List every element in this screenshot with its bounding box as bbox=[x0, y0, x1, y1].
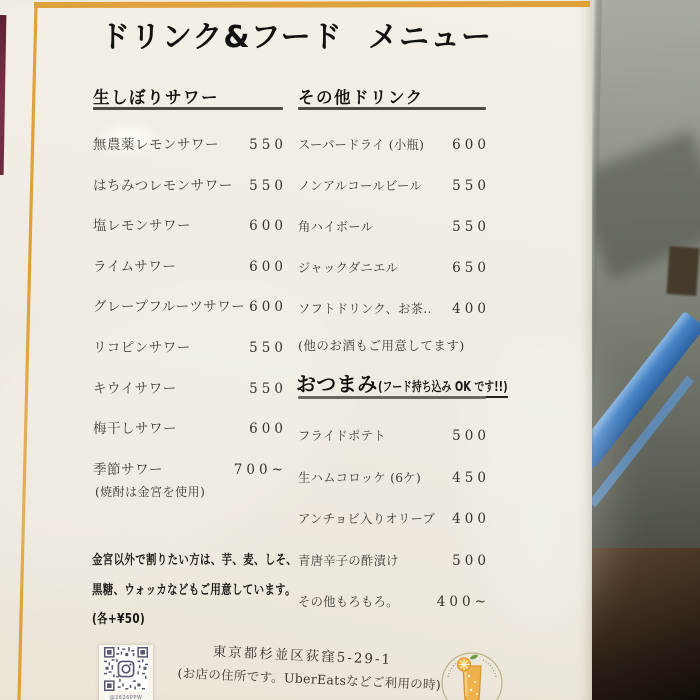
menu-item-row bbox=[298, 426, 491, 468]
beer-glass-icon bbox=[436, 645, 508, 700]
orange-slice-icon bbox=[458, 658, 471, 671]
instagram-icon bbox=[118, 661, 133, 676]
item-price: 500 bbox=[452, 552, 491, 569]
item-price: 400 bbox=[452, 301, 491, 317]
mixer-note-line: 金宮以外で割りたい方は、芋、麦、しそ、 bbox=[92, 553, 297, 568]
qr-code bbox=[99, 645, 153, 700]
item-name: フライドポテト bbox=[298, 429, 386, 443]
menu-item-row bbox=[298, 176, 491, 217]
item-price: 600 bbox=[249, 258, 288, 275]
menu-item-row bbox=[93, 255, 288, 296]
floor bbox=[592, 548, 700, 700]
item-price: 400 bbox=[452, 511, 491, 527]
shop-logo bbox=[436, 645, 508, 700]
item-price: 450 bbox=[452, 469, 491, 486]
item-name: ジャックダニエル bbox=[298, 261, 399, 275]
item-price: 650 bbox=[452, 260, 491, 276]
item-name: 無農薬レモンサワー bbox=[93, 137, 219, 153]
wall-object bbox=[666, 246, 699, 296]
item-price: 600 bbox=[249, 299, 288, 316]
item-price: 550 bbox=[249, 177, 288, 194]
menu-item-row bbox=[93, 214, 288, 255]
item-name: 角ハイボール bbox=[298, 220, 374, 234]
snacks-title: おつまみ bbox=[296, 372, 378, 396]
food-bring-in-note: (フード持ち込み OK です!!) bbox=[378, 376, 508, 398]
menu-item-row bbox=[298, 299, 491, 340]
item-name: ライムサワー bbox=[93, 258, 177, 275]
menu-item-row bbox=[298, 468, 491, 510]
item-price: 700~ bbox=[233, 461, 288, 478]
mixer-note-line: 黒糖、ウォッカなどもご用意しています。 bbox=[92, 582, 296, 598]
item-price: 550 bbox=[249, 339, 288, 356]
item-price: 600 bbox=[452, 137, 491, 153]
item-name: 季節サワー bbox=[93, 461, 163, 478]
item-name: ノンアルコールビール bbox=[298, 179, 423, 193]
item-price: 500 bbox=[452, 428, 491, 444]
section-underline bbox=[298, 396, 486, 399]
item-price: 550 bbox=[249, 380, 288, 397]
item-name: キウイサワー bbox=[93, 380, 177, 397]
other-drinks-list bbox=[298, 135, 491, 340]
section-underline bbox=[93, 107, 283, 110]
item-name: 塩レモンサワー bbox=[93, 218, 191, 235]
snacks-list bbox=[298, 426, 491, 634]
menu-item-row bbox=[93, 174, 288, 215]
menu-item-row bbox=[93, 417, 288, 458]
section-underline bbox=[298, 107, 486, 110]
item-name: その他もろもろ。 bbox=[298, 595, 399, 609]
shochu-note: (焼酎は金宮を使用) bbox=[95, 485, 206, 499]
item-price: 550 bbox=[452, 178, 491, 194]
item-price: 400~ bbox=[436, 594, 491, 610]
address-note: (お店の住所です。UberEatsなどご利用の時) bbox=[177, 665, 442, 693]
menu-item-row bbox=[93, 377, 288, 418]
item-name: 生ハムコロッケ (6ケ) bbox=[298, 470, 422, 485]
section-header-other-drinks: その他ドリンク bbox=[298, 88, 424, 107]
menu-item-row bbox=[93, 336, 288, 377]
mixer-note-line: (各+¥50) bbox=[92, 612, 146, 627]
menu-item-row bbox=[298, 592, 491, 634]
item-name: スーパードライ (小瓶) bbox=[298, 138, 425, 152]
menu-item-row bbox=[298, 135, 491, 176]
item-name: はちみつレモンサワー bbox=[93, 177, 233, 194]
sour-list bbox=[93, 133, 288, 498]
background-wall bbox=[592, 0, 700, 700]
other-sake-note: (他のお酒もご用意してます) bbox=[298, 338, 465, 353]
menu-item-row bbox=[298, 551, 491, 593]
section-header-snacks bbox=[296, 368, 548, 398]
item-name: ソフトドリンク、お茶.. bbox=[298, 302, 432, 316]
item-price: 550 bbox=[452, 219, 491, 235]
menu-item-row bbox=[93, 133, 288, 174]
menu-item-row bbox=[298, 217, 491, 258]
leaf-icon bbox=[469, 654, 478, 661]
section-header-fresh-sours: 生しぼりサワー bbox=[93, 88, 219, 107]
item-name: リコピンサワー bbox=[93, 339, 191, 356]
item-name: 梅干しサワー bbox=[93, 421, 177, 438]
menu-item-row bbox=[298, 509, 491, 551]
menu-item-row bbox=[93, 295, 288, 336]
item-price: 600 bbox=[249, 421, 288, 438]
menu-item-row bbox=[298, 258, 491, 299]
qr-caption: @2626PPW bbox=[109, 695, 143, 700]
mixer-note bbox=[92, 546, 297, 635]
item-name: グレープフルーツサワー bbox=[93, 299, 246, 316]
item-price: 550 bbox=[249, 137, 288, 153]
menu-title: ドリンク&フード メニュー bbox=[99, 20, 493, 55]
item-name: アンチョビ入りオリーブ bbox=[298, 512, 436, 526]
item-name: 青唐辛子の酢漬け bbox=[298, 553, 399, 568]
address: 東京都杉並区荻窪5-29-1 bbox=[212, 643, 393, 669]
qr-code-graphic bbox=[104, 647, 148, 691]
item-price: 600 bbox=[249, 218, 288, 235]
